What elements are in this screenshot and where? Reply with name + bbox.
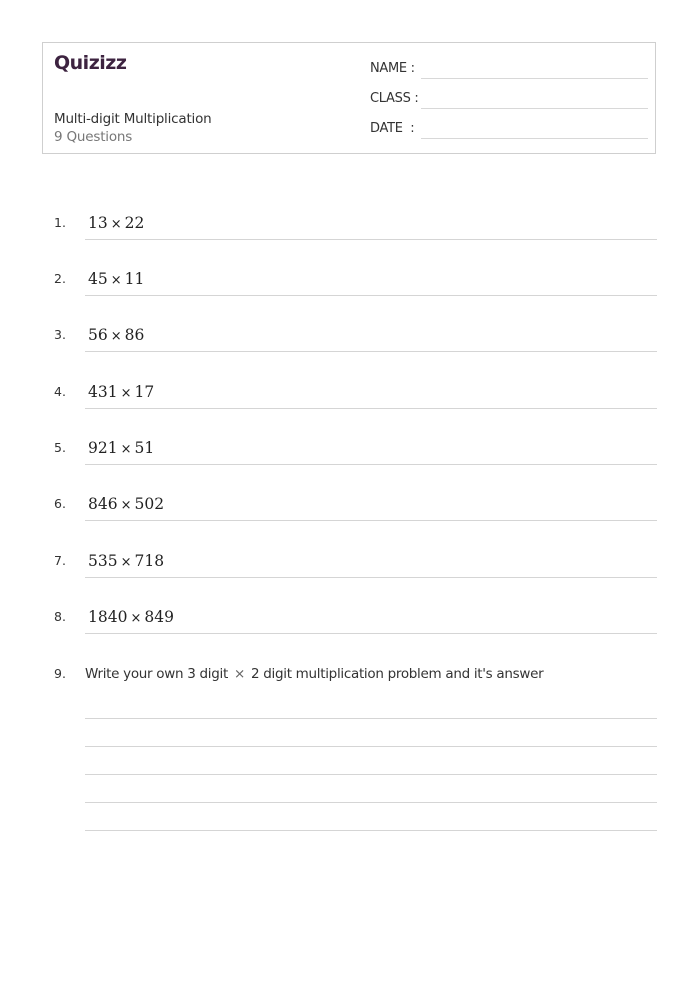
question-number: 3. [54, 327, 66, 342]
question-expression: 45 × 11 [88, 270, 145, 288]
multiply-icon: × [110, 273, 122, 288]
question-expression: 431 × 17 [88, 383, 155, 401]
question-expression: 13 × 22 [88, 214, 145, 232]
name-label: NAME : [370, 61, 415, 76]
worksheet-header [42, 42, 656, 154]
question-expression: 56 × 86 [88, 326, 145, 344]
question-prompt: Write your own 3 digit × 2 digit multiplication problem and it's answer [85, 666, 544, 682]
question-expression: 535 × 718 [88, 552, 165, 570]
answer-line[interactable] [85, 295, 657, 296]
question-number: 6. [54, 496, 66, 511]
quizizz-logo: Quizizz [54, 52, 127, 74]
multiply-icon: × [130, 611, 142, 626]
question-7 [0, 553, 700, 593]
name-field[interactable] [370, 61, 648, 81]
question-number: 8. [54, 609, 66, 624]
answer-line[interactable] [85, 577, 657, 578]
date-label: DATE : [370, 121, 415, 136]
answer-line-4[interactable] [85, 802, 657, 803]
date-input-line[interactable] [421, 138, 648, 139]
question-6 [0, 496, 700, 536]
question-expression: 921 × 51 [88, 439, 155, 457]
question-8 [0, 609, 700, 649]
multiply-icon: × [120, 442, 132, 457]
question-number: 9. [54, 666, 66, 681]
answer-line[interactable] [85, 633, 657, 634]
question-number: 4. [54, 384, 66, 399]
question-count: 9 Questions [54, 129, 133, 145]
question-number: 1. [54, 215, 66, 230]
worksheet-title: Multi-digit Multiplication [54, 111, 212, 127]
multiply-icon: × [110, 217, 122, 232]
class-label: CLASS : [370, 91, 419, 106]
multiply-icon: × [120, 386, 132, 401]
answer-line[interactable] [85, 351, 657, 352]
date-field[interactable] [370, 121, 648, 141]
answer-line[interactable] [85, 520, 657, 521]
answer-line-2[interactable] [85, 746, 657, 747]
question-expression: 1840 × 849 [88, 608, 174, 626]
answer-line[interactable] [85, 239, 657, 240]
question-1 [0, 215, 700, 255]
class-input-line[interactable] [421, 108, 648, 109]
question-2 [0, 271, 700, 311]
answer-line[interactable] [85, 464, 657, 465]
question-5 [0, 440, 700, 480]
multiply-icon: × [110, 329, 122, 344]
question-3 [0, 327, 700, 367]
question-number: 5. [54, 440, 66, 455]
class-field[interactable] [370, 91, 648, 111]
answer-line-1[interactable] [85, 718, 657, 719]
answer-line-5[interactable] [85, 830, 657, 831]
multiply-icon: × [233, 666, 245, 682]
question-number: 7. [54, 553, 66, 568]
multiply-icon: × [120, 498, 132, 513]
answer-line[interactable] [85, 408, 657, 409]
question-number: 2. [54, 271, 66, 286]
name-input-line[interactable] [421, 78, 648, 79]
answer-line-3[interactable] [85, 774, 657, 775]
multiply-icon: × [120, 555, 132, 570]
question-4 [0, 384, 700, 424]
question-9 [0, 666, 700, 846]
question-expression: 846 × 502 [88, 495, 165, 513]
